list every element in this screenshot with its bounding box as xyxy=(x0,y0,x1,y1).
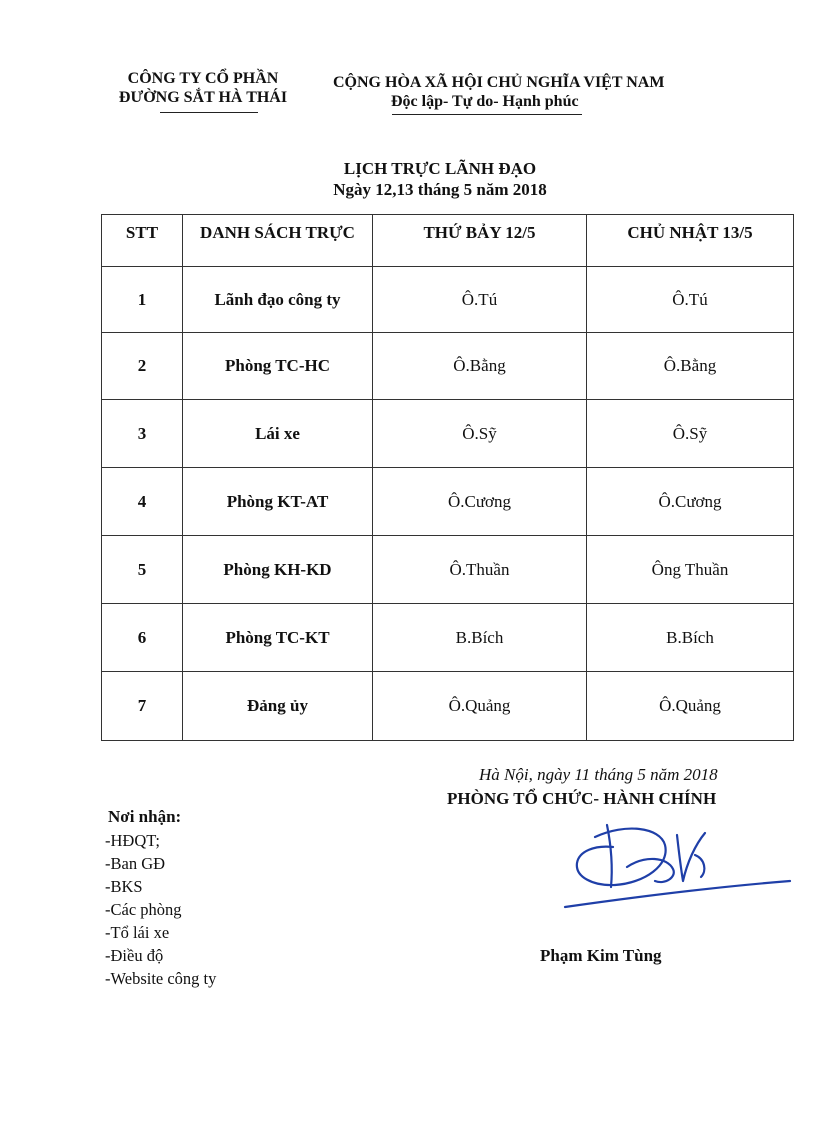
row-stt: 2 xyxy=(102,333,183,400)
row-saturday: Ô.Sỹ xyxy=(373,400,587,468)
row-unit: Phòng TC-KT xyxy=(183,604,373,672)
row-stt: 7 xyxy=(102,672,183,741)
column-header-saturday: THỨ BẢY 12/5 xyxy=(373,215,587,267)
row-stt: 4 xyxy=(102,468,183,536)
nation-motto: CỘNG HÒA XÃ HỘI CHỦ NGHĨA VIỆT NAM xyxy=(333,74,665,91)
column-header-stt: STT xyxy=(102,215,183,267)
list-item: -Các phòng xyxy=(105,900,182,919)
recipients-title: Nơi nhận: xyxy=(108,807,182,826)
table-row xyxy=(102,267,794,333)
row-unit: Đảng ủy xyxy=(183,672,373,741)
list-item: -Ban GĐ xyxy=(105,854,166,873)
row-stt: 1 xyxy=(102,267,183,333)
table-row xyxy=(102,333,794,400)
row-unit: Phòng TC-HC xyxy=(183,333,373,400)
company-underline xyxy=(160,112,258,113)
row-unit: Lái xe xyxy=(183,400,373,468)
table-row xyxy=(102,400,794,468)
row-sunday: Ô.Sỹ xyxy=(587,400,794,468)
slogan-underline xyxy=(392,114,582,115)
row-stt: 3 xyxy=(102,400,183,468)
row-sunday: Ô.Quảng xyxy=(587,672,794,741)
list-item: -Website công ty xyxy=(105,969,217,988)
company-name-line2: ĐƯỜNG SẮT HÀ THÁI xyxy=(118,89,288,106)
signature-icon xyxy=(555,815,795,915)
table-row xyxy=(102,672,794,741)
row-saturday: B.Bích xyxy=(373,604,587,672)
row-sunday: Ô.Cương xyxy=(587,468,794,536)
row-sunday: Ông Thuần xyxy=(587,536,794,604)
table-header-row xyxy=(102,215,794,267)
row-saturday: Ô.Quảng xyxy=(373,672,587,741)
column-header-sunday: CHỦ NHẬT 13/5 xyxy=(587,215,794,267)
row-unit: Phòng KH-KD xyxy=(183,536,373,604)
list-item: -BKS xyxy=(105,877,143,896)
table-row xyxy=(102,468,794,536)
list-item: -Tổ lái xe xyxy=(105,923,170,942)
row-sunday: Ô.Tú xyxy=(587,267,794,333)
row-sunday: B.Bích xyxy=(587,604,794,672)
nation-slogan: Độc lập- Tự do- Hạnh phúc xyxy=(391,93,579,110)
row-sunday: Ô.Bằng xyxy=(587,333,794,400)
row-stt: 5 xyxy=(102,536,183,604)
issuing-department: PHÒNG TỔ CHỨC- HÀNH CHÍNH xyxy=(447,789,717,808)
signer-name: Phạm Kim Tùng xyxy=(540,946,662,965)
list-item: -HĐQT; xyxy=(105,831,160,850)
table-row xyxy=(102,536,794,604)
row-saturday: Ô.Thuần xyxy=(373,536,587,604)
place-date: Hà Nội, ngày 11 tháng 5 năm 2018 xyxy=(479,765,718,784)
company-name-line1: CÔNG TY CỔ PHẦN xyxy=(127,70,279,87)
row-saturday: Ô.Bằng xyxy=(373,333,587,400)
row-unit: Lãnh đạo công ty xyxy=(183,267,373,333)
row-unit: Phòng KT-AT xyxy=(183,468,373,536)
row-stt: 6 xyxy=(102,604,183,672)
column-header-duty-list: DANH SÁCH TRỰC xyxy=(183,215,373,267)
recipients-list xyxy=(105,829,216,990)
table-row xyxy=(102,604,794,672)
row-saturday: Ô.Tú xyxy=(373,267,587,333)
duty-schedule-table xyxy=(101,214,794,741)
row-saturday: Ô.Cương xyxy=(373,468,587,536)
list-item: -Điều độ xyxy=(105,946,164,965)
document-title: LỊCH TRỰC LÃNH ĐẠO xyxy=(343,159,537,178)
document-subtitle: Ngày 12,13 tháng 5 năm 2018 xyxy=(333,180,547,199)
